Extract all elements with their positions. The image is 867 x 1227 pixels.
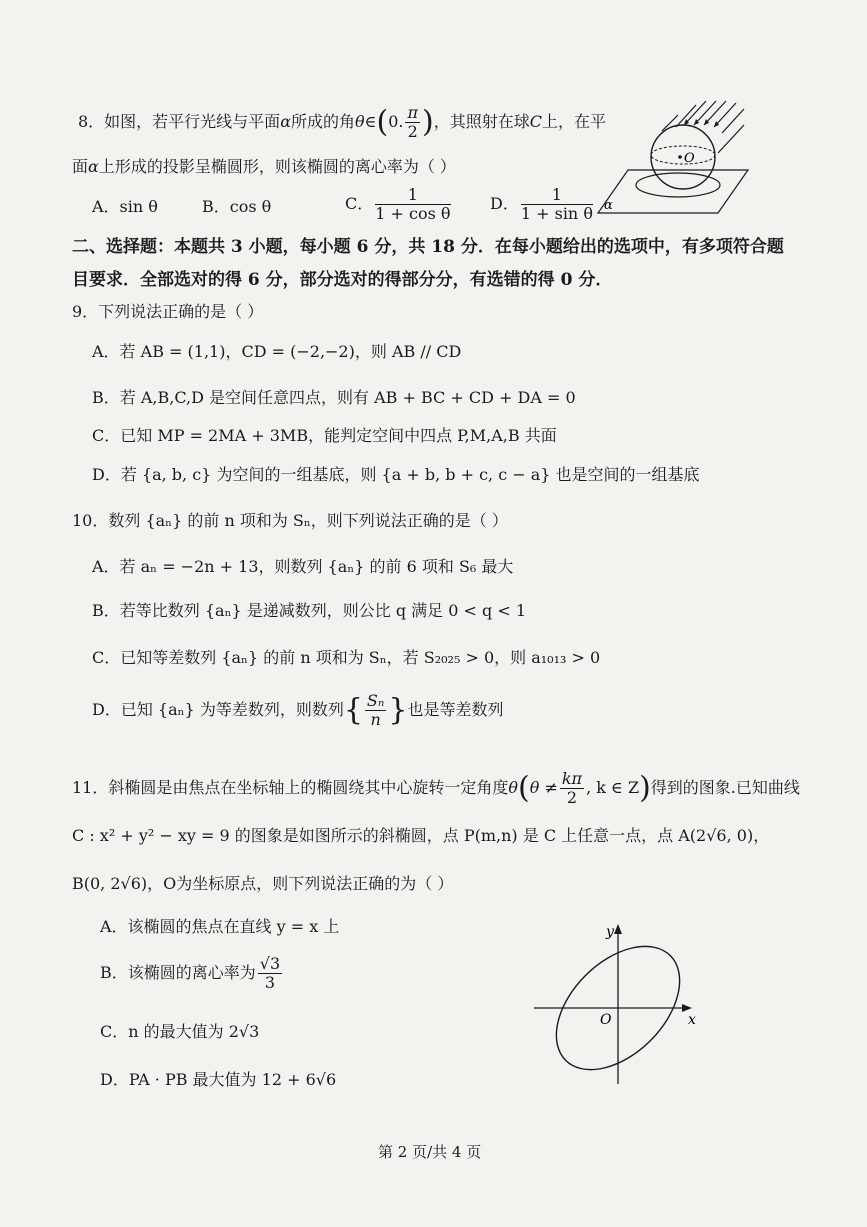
q9-stem: 9．下列说法正确的是（ ）: [72, 302, 264, 321]
q8-figure-alpha: α: [604, 198, 613, 213]
q11-stem-line2: C : x² + y² − xy = 9 的图象是如图所示的斜椭圆，点 P(m,n) 是 C 上任意一点，点 A(2√6, 0)，: [72, 826, 770, 845]
q11-option-d: D．PA · PB 最大值为 12 + 6√6: [100, 1070, 337, 1089]
q10-option-a: A．若 aₙ = −2n + 13，则数列 {aₙ} 的前 6 项和 S₆ 最大: [92, 557, 514, 576]
q11-option-a: A．该椭圆的焦点在直线 y = x 上: [100, 917, 340, 936]
q9-option-b: B．若 A,B,C,D 是空间任意四点，则有 AB + BC + CD + DA = 0: [92, 388, 576, 407]
q11-figure-y-label: y: [606, 924, 614, 940]
q8-stem-line2: 面α上形成的投影呈椭圆形，则该椭圆的离心率为（ ）: [72, 157, 456, 176]
page-footer: 第 2 页/共 4 页: [378, 1143, 482, 1161]
q10-option-d: D．已知 {aₙ} 为等差数列，则数列{ $\frac{\text{Sₙ}}{n}$ }也是等差数列: [92, 691, 504, 729]
q9-option-d: D．若 {a, b, c} 为空间的一组基底，则 {a + b, b + c, c − a} 也是空间的一组基底: [92, 465, 700, 484]
q10-option-c: C．已知等差数列 {aₙ} 的前 n 项和为 Sₙ，若 S₂₀₂₅ > 0，则 a₁₀₁₃ > 0: [92, 648, 601, 667]
q8-option-c: C． $\frac{1}{\text{1 + cos θ}}$: [345, 185, 451, 223]
q9-option-c: C．已知 MP = 2MA + 3MB，能判定空间中四点 P,M,A,B 共面: [92, 426, 557, 445]
q8-option-b: B．cos θ: [202, 197, 272, 216]
q8-option-a: A．sin θ: [92, 197, 158, 216]
q11-figure-origin-label: O: [600, 1012, 612, 1028]
section2-heading-line2: 目要求．全部选对的得 6 分，部分选对的得部分分，有选错的得 0 分．: [72, 270, 613, 290]
q11-ellipse-figure: [530, 918, 705, 1088]
q9-option-a: A．若 AB = (1,1)，CD = (−2,−2)，则 AB // CD: [92, 342, 462, 361]
q11-option-b: B．该椭圆的离心率为 $\frac{√3}{3}$: [100, 954, 281, 992]
q8-stem-line1: 8．如图，若平行光线与平面α所成的角θ∈(0. $\frac{\pi}{2}$ )，其照射在球C上，在平: [78, 103, 606, 141]
q8-option-d: D． $\frac{1}{\text{1 + sin θ}}$: [490, 185, 593, 223]
q10-stem: 10．数列 {aₙ} 的前 n 项和为 Sₙ，则下列说法正确的是（ ）: [72, 511, 508, 530]
q8-figure-o: O: [684, 151, 695, 166]
q11-figure-x-label: x: [688, 1012, 696, 1028]
q8-sphere-figure: [588, 95, 758, 220]
q11-stem-line1: 11．斜椭圆是由焦点在坐标轴上的椭圆绕其中心旋转一定角度θ(θ ≠ $\frac{k\pi}{2}$ , k ∈ Z)得到的图象.已知曲线: [72, 769, 800, 807]
q11-stem-line3: B(0, 2√6)，O为坐标原点，则下列说法正确的为（ ）: [72, 874, 454, 893]
q10-option-b: B．若等比数列 {aₙ} 是递减数列，则公比 q 满足 0 < q < 1: [92, 601, 527, 620]
section2-heading-line1: 二、选择题：本题共 3 小题，每小题 6 分，共 18 分．在每小题给出的选项中，有多项符合题: [72, 237, 784, 257]
q11-option-c: C．n 的最大值为 2√3: [100, 1022, 260, 1041]
